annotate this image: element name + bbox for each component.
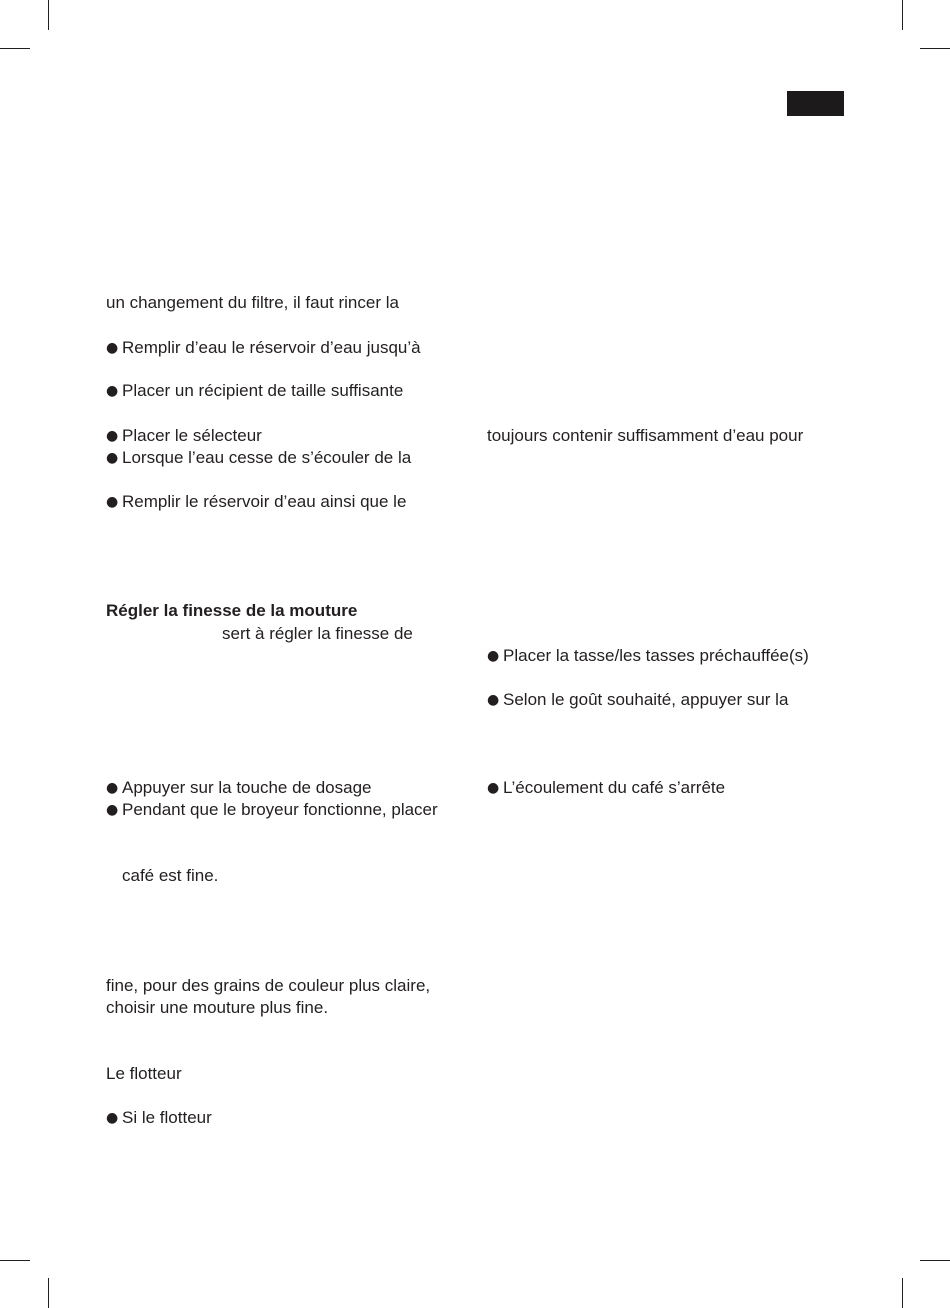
bullet-icon: ● xyxy=(487,692,500,708)
line-text: Remplir d’eau le réservoir d’eau jusqu’à xyxy=(122,338,421,357)
bullet-icon: ● xyxy=(487,780,500,796)
right-text-line xyxy=(487,426,803,446)
crop-mark-top-left-vertical xyxy=(48,0,49,30)
left-text-line xyxy=(106,1064,182,1084)
crop-mark-top-right-vertical xyxy=(902,0,903,30)
bullet-icon: ● xyxy=(106,383,119,399)
line-text: Placer le sélecteur xyxy=(122,426,262,445)
right-bullet-item xyxy=(487,690,788,710)
line-text: Lorsque l’eau cesse de s’écouler de la xyxy=(122,448,412,467)
line-text: Appuyer sur la touche de dosage xyxy=(122,778,372,797)
crop-mark-bottom-right-horizontal xyxy=(920,1260,950,1261)
left-bullet-item xyxy=(106,448,411,468)
left-bullet-item xyxy=(106,338,421,358)
left-text-line xyxy=(106,976,430,996)
crop-mark-bottom-left-vertical xyxy=(48,1278,49,1308)
crop-mark-top-left-horizontal xyxy=(0,48,30,49)
line-text: Le flotteur xyxy=(106,1064,182,1083)
left-bullet-item xyxy=(106,492,406,512)
bullet-icon: ● xyxy=(106,802,119,818)
section-heading xyxy=(106,601,357,621)
left-bullet-item xyxy=(106,800,438,820)
line-text: L’écoulement du café s’arrête xyxy=(503,778,726,797)
left-bullet-item xyxy=(106,1108,212,1128)
crop-mark-bottom-left-horizontal xyxy=(0,1260,30,1261)
crop-mark-top-right-horizontal xyxy=(920,48,950,49)
left-text-line xyxy=(106,998,328,1018)
bullet-icon: ● xyxy=(106,780,119,796)
line-text: Placer la tasse/les tasses préchauffée(s) xyxy=(503,646,809,665)
bullet-icon: ● xyxy=(106,450,119,466)
left-bullet-item xyxy=(106,381,403,401)
bullet-icon: ● xyxy=(106,340,119,356)
left-bullet-item xyxy=(106,778,372,798)
crop-mark-bottom-right-vertical xyxy=(902,1278,903,1308)
line-text: Si le flotteur xyxy=(122,1108,212,1127)
line-text: choisir une mouture plus fine. xyxy=(106,998,329,1017)
left-text-line xyxy=(106,293,399,313)
bullet-icon: ● xyxy=(106,1110,119,1126)
line-text: un changement du filtre, il faut rincer la xyxy=(106,293,399,312)
line-text: Selon le goût souhaité, appuyer sur la xyxy=(503,690,789,709)
heading-text: Régler la finesse de la mouture xyxy=(106,601,358,620)
line-text: sert à régler la finesse de xyxy=(222,624,413,643)
left-text-line xyxy=(122,866,218,886)
line-text: Remplir le réservoir d’eau ainsi que le xyxy=(122,492,407,511)
line-text: Placer un récipient de taille suffisante xyxy=(122,381,404,400)
bullet-icon: ● xyxy=(487,648,500,664)
line-text: toujours contenir suffisamment d’eau pour xyxy=(487,426,804,445)
language-tab xyxy=(787,91,844,116)
right-bullet-item xyxy=(487,778,725,798)
right-bullet-item xyxy=(487,646,809,666)
line-text: Pendant que le broyeur fonctionne, placer xyxy=(122,800,438,819)
line-text: café est fine. xyxy=(122,866,219,885)
bullet-icon: ● xyxy=(106,428,119,444)
left-bullet-item xyxy=(106,426,262,446)
line-text: fine, pour des grains de couleur plus claire, xyxy=(106,976,431,995)
bullet-icon: ● xyxy=(106,494,119,510)
left-text-line xyxy=(222,624,413,644)
